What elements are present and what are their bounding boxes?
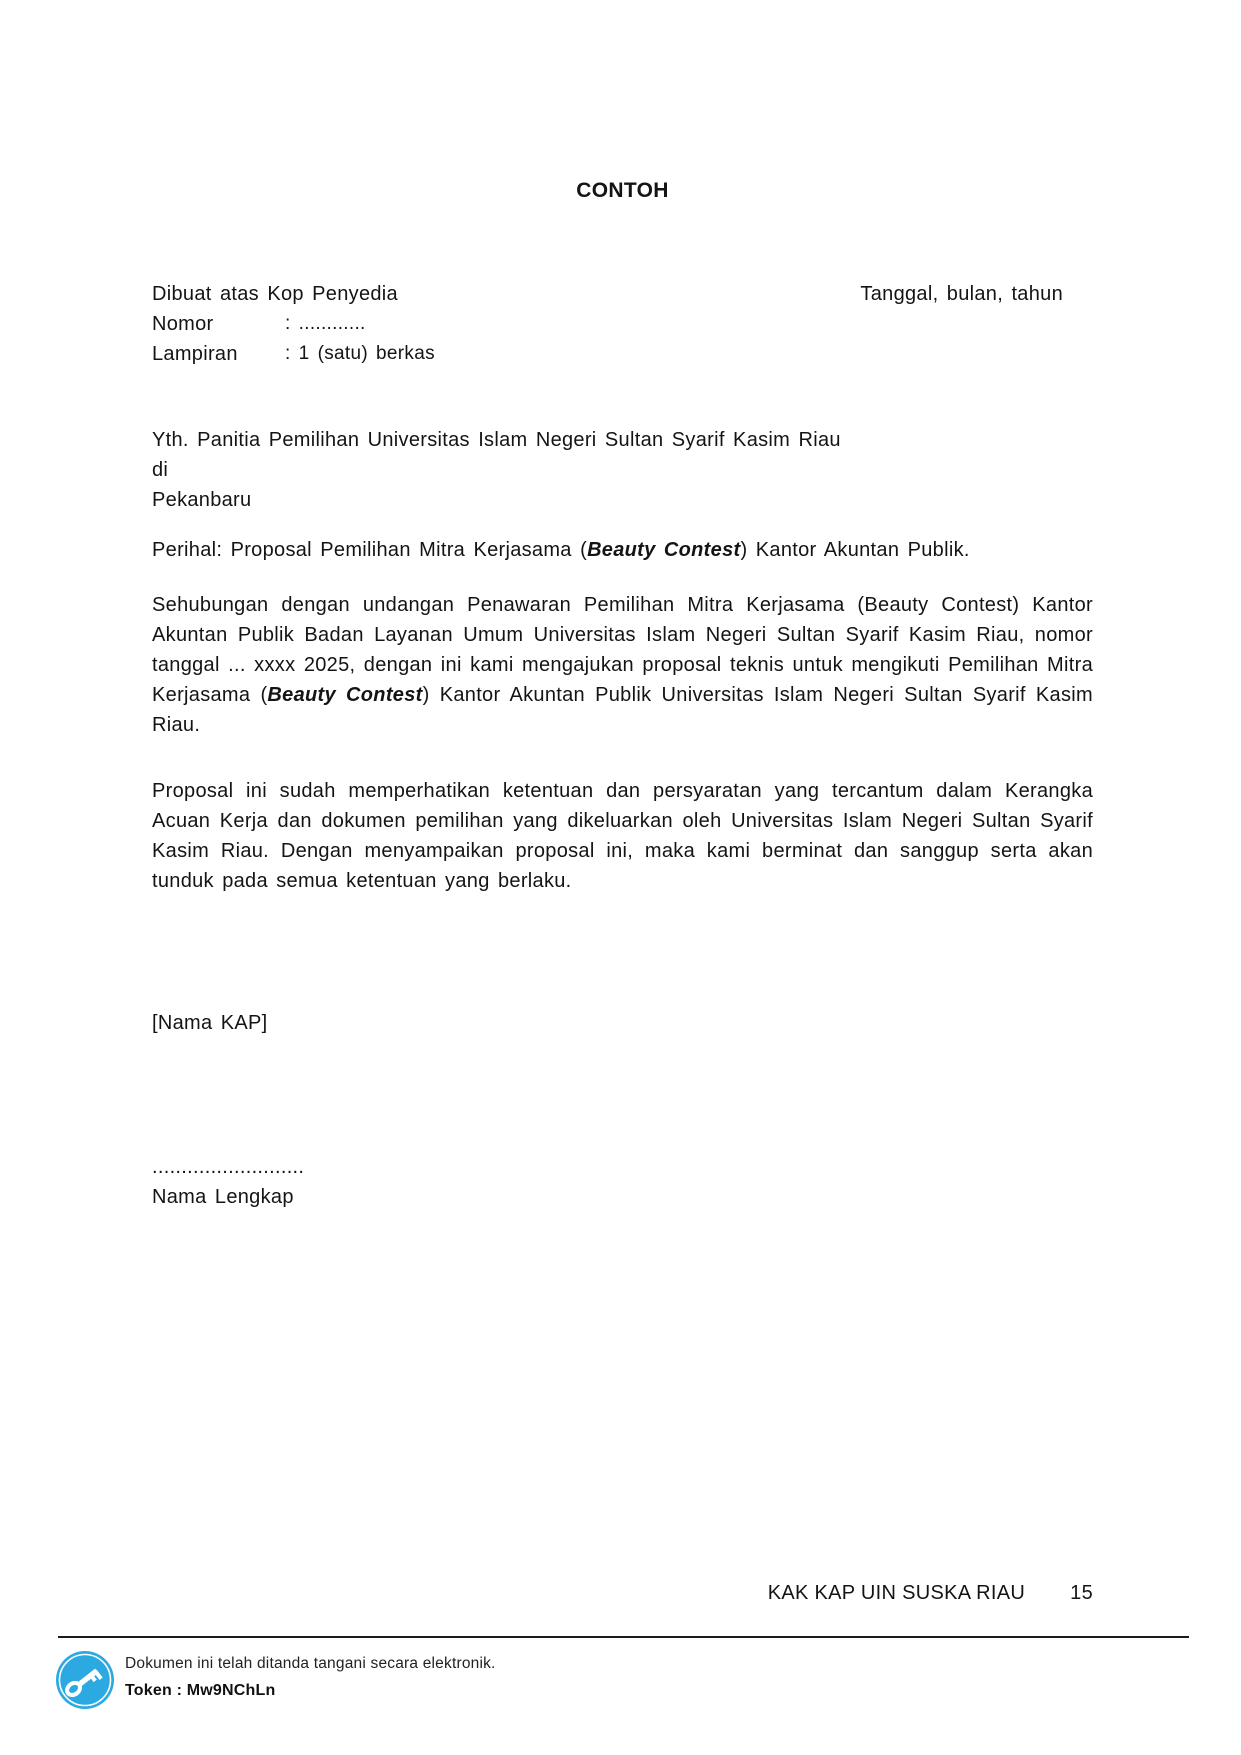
signature-dots: ..........................	[152, 1156, 305, 1178]
esign-statement: Dokumen ini telah ditanda tangani secara elektronik.	[125, 1655, 496, 1672]
field-value-nomor: : ............	[285, 313, 366, 334]
body-paragraph: Sehubungan dengan undangan Penawaran Pemilihan Mitra Kerjasama (Beauty Contest) Kantor Akuntan Publik Badan Layanan Umum Universitas Islam Negeri Sultan Syarif Kasim Riau, nomor tanggal ... xxxx 2025, dengan ini kami mengajukan proposal teknis untuk mengikuti Pemilihan Mitra Kerjasama (Beauty Contest) Kantor Akuntan Publik Universitas Islam Negeri Sultan Syarif Kasim Riau.	[152, 594, 1093, 736]
page-title: CONTOH	[576, 179, 669, 202]
field-label-lampiran: Lampiran	[152, 343, 238, 365]
signature-name: Nama Lengkap	[152, 1186, 294, 1208]
date-placeholder: Tanggal, bulan, tahun	[860, 283, 1063, 305]
field-row	[152, 339, 1093, 369]
recipient-block	[152, 425, 1093, 515]
field-label-nomor: Nomor	[152, 313, 214, 335]
letter-content	[152, 0, 1093, 1212]
esign-token: Token : Mw9NChLn	[125, 1682, 276, 1699]
recipient-line: Yth. Panitia Pemilihan Universitas Islam Negeri Sultan Syarif Kasim Riau	[152, 429, 841, 451]
page-footer	[768, 1578, 1093, 1608]
key-icon	[55, 1650, 115, 1710]
subject-line: Perihal: Proposal Pemilihan Mitra Kerjasama (Beauty Contest) Kantor Akuntan Publik.	[152, 539, 970, 561]
footer-page-number: 15	[1070, 1582, 1093, 1604]
recipient-line: Pekanbaru	[152, 489, 252, 511]
body-paragraph: Proposal ini sudah memperhatikan ketentuan dan persyaratan yang tercantum dalam Kerangka Acuan Kerja dan dokumen pemilihan yang dikeluarkan oleh Universitas Islam Negeri Sultan Syarif Kasim Riau. Dengan menyampaikan proposal ini, maka kami berminat dan sanggup serta akan tunduk pada semua ketentuan yang berlaku.	[152, 780, 1093, 892]
footer-doc-ref: KAK KAP UIN SUSKA RIAU	[767, 1582, 1026, 1604]
esign-text	[125, 1650, 496, 1702]
recipient-line: di	[152, 459, 169, 481]
signature-company: [Nama KAP]	[152, 1012, 268, 1034]
letter-header-row	[152, 279, 1093, 309]
field-row	[152, 309, 1093, 339]
field-value-lampiran: : 1 (satu) berkas	[285, 343, 435, 364]
esign-bar	[55, 1650, 496, 1710]
footer-divider	[58, 1636, 1189, 1638]
letterhead-placeholder: Dibuat atas Kop Penyedia	[152, 283, 398, 305]
signature-block	[152, 1152, 1093, 1212]
